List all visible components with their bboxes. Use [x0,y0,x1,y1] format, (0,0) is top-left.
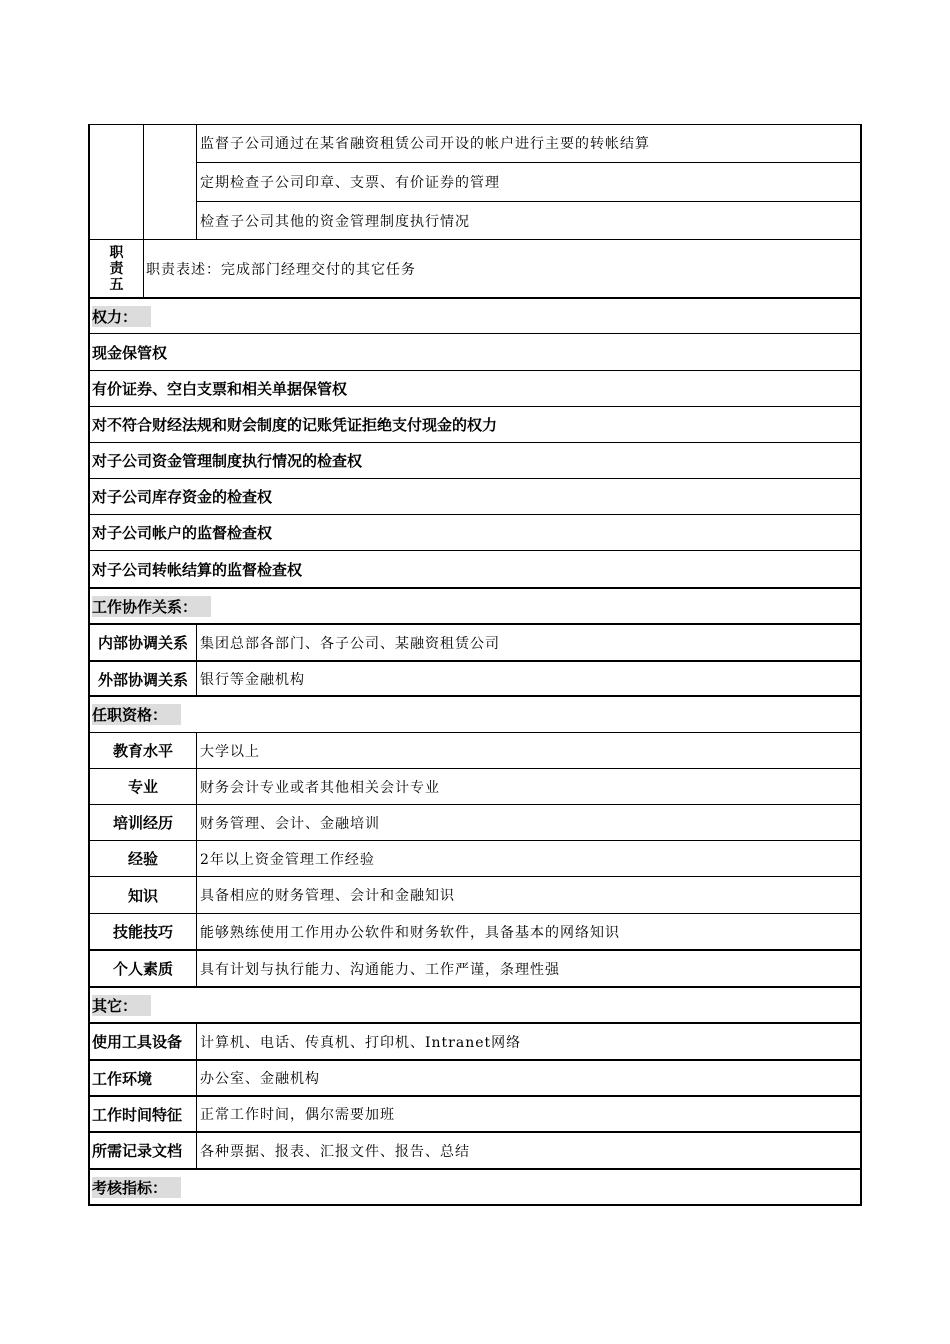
other-label: 工作环境 [92,1069,153,1088]
qualification-label: 教育水平 [112,742,173,760]
power-item [88,371,862,406]
qualification-label: 技能技巧 [112,923,173,941]
other-row [88,1024,862,1059]
qualification-row [88,914,862,949]
qualifications-heading-row [88,697,862,732]
power-item [88,443,862,478]
cooperation-label: 外部协调关系 [97,670,188,689]
cooperation-heading: 工作协作关系： [92,596,211,617]
power-item-text: 对子公司帐户的监督检查权 [92,524,273,542]
duty-text: 检查子公司其他的资金管理制度执行情况 [200,213,470,230]
others-heading-row [88,988,862,1022]
qualification-value: 财务管理、会计、金融培训 [200,815,380,832]
qualification-value: 具有计划与执行能力、沟通能力、工作严谨，条理性强 [200,961,560,978]
qualification-label: 专业 [127,778,158,796]
power-item [88,515,862,550]
duty-five-label [90,240,143,298]
qualification-value: 具备相应的财务管理、会计和金融知识 [200,888,455,904]
power-item [88,479,862,514]
qualification-value: 大学以上 [200,743,260,760]
qualification-row [88,951,862,986]
power-item-text: 有价证券、空白支票和相关单据保管权 [92,380,348,398]
power-item [88,551,862,588]
duty-text: 监督子公司通过在某省融资租赁公司开设的帐户进行主要的转帐结算 [200,136,650,152]
cooperation-value: 集团总部各部门、各子公司、某融资租赁公司 [200,635,500,652]
duty-five-label-char: 职 [109,245,124,261]
qualification-row [88,733,862,768]
duty-five-label-char: 责 [109,261,124,277]
qualification-row [88,769,862,804]
qualification-row [88,877,862,913]
assessment-heading: 考核指标： [92,1177,181,1198]
power-item-text: 对子公司资金管理制度执行情况的检查权 [92,452,363,470]
other-label: 所需记录文档 [92,1142,183,1160]
power-item [88,334,862,370]
cooperation-heading-row [88,589,862,623]
other-row [88,1061,862,1095]
other-value: 正常工作时间，偶尔需要加班 [200,1107,395,1123]
power-item-text: 对不符合财经法规和财会制度的记账凭证拒绝支付现金的权力 [92,416,498,434]
other-label: 使用工具设备 [92,1033,183,1051]
duty-row [88,163,862,201]
powers-heading: 权力： [92,306,151,327]
qualification-label: 知识 [127,886,158,905]
duty-five-text: 职责表述：完成部门经理交付的其它任务 [146,262,416,278]
other-value: 各种票据、报表、汇报文件、报告、总结 [200,1143,470,1160]
duty-five-label-char: 五 [109,277,124,293]
qualification-value: 2年以上资金管理工作经验 [200,851,375,868]
powers-heading-row [88,299,862,333]
cooperation-row [88,625,862,660]
qualification-value: 财务会计专业或者其他相关会计专业 [200,779,440,796]
power-item-text: 对子公司转帐结算的监督检查权 [92,561,303,579]
other-value: 办公室、金融机构 [200,1071,320,1087]
duty-text: 定期检查子公司印章、支票、有价证券的管理 [200,175,500,191]
table-bottom-border [88,1204,862,1206]
other-row [88,1097,862,1131]
duty-row [88,202,862,239]
other-label: 工作时间特征 [92,1105,183,1124]
assessment-heading-row [88,1170,862,1204]
qualification-label: 个人素质 [112,960,173,978]
power-item [88,407,862,442]
qualification-row [88,841,862,876]
cooperation-label: 内部协调关系 [97,634,188,652]
duty-five-row [88,240,862,298]
cooperation-value: 银行等金融机构 [200,672,305,688]
power-item-text: 对子公司库存资金的检查权 [92,488,273,506]
qualifications-heading: 任职资格： [92,704,181,725]
others-heading: 其它： [92,995,151,1016]
other-row [88,1133,862,1168]
duty-row [88,124,862,162]
qualification-row [88,805,862,840]
other-value: 计算机、电话、传真机、打印机、Intranet网络 [200,1034,522,1051]
power-item-text: 现金保管权 [92,343,168,362]
qualification-label: 培训经历 [112,814,173,832]
cooperation-row [88,662,862,696]
qualification-value: 能够熟练使用工作用办公软件和财务软件，具备基本的网络知识 [200,924,620,941]
qualification-label: 经验 [127,850,158,868]
